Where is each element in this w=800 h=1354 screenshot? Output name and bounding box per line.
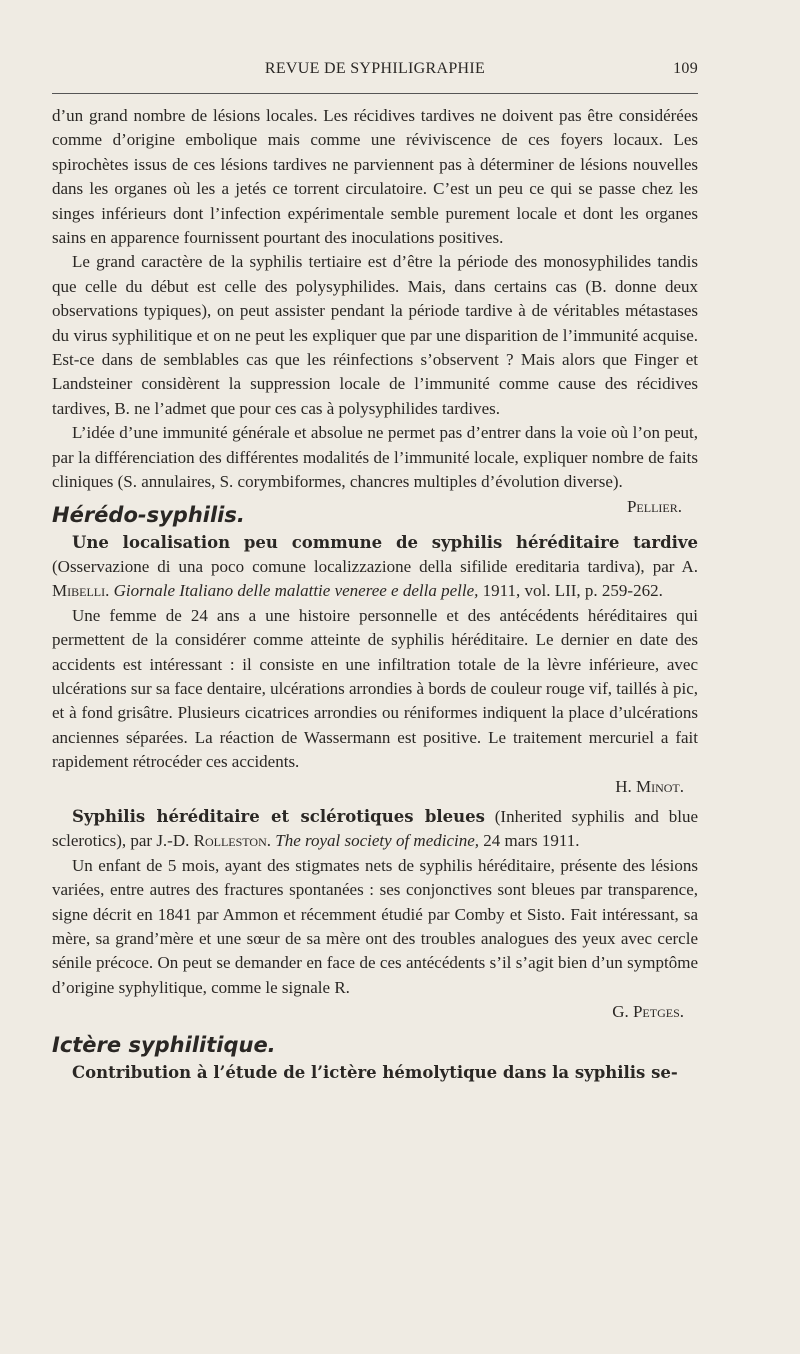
section-heading-heredo-syphilis: Hérédo-syphilis. xyxy=(52,502,245,527)
journal-title: REVUE DE SYPHILIGRAPHIE xyxy=(264,60,486,77)
article-reference xyxy=(52,531,698,604)
article-text: Une femme de 24 ans a une histoire personnelle et des antécédents héréditaires qui permettent de la considérer comme atteinte de syphilis héréditaire. Le dernier en date des accidents est intéressant : il consiste en une infiltration totale de la lèvre inférieure, avec ulcérations sur sa face dentaire, ulcérations arrondies à bords de couleur rouge vif, taillés à pic, et à fond grisâtre. Plusieurs cicatrices arrondies ou réniformes indiquent la place d’ulcérations anciennes séparées. La réaction de Wassermann est positive. Le traitement mercuriel a fait rapidement rétrocéder ces accidents. xyxy=(52,605,698,772)
paragraph: Le grand caractère de la syphilis tertiaire est d’être la période des monosyphilides tandis que celle du début est celle des polysyphilides. Mais, dans certains cas (B. donne deux observations typiques), on peut assister pendant la période tardive à de véritables métastases du virus syphilitique et on ne peut les expliquer que par une disparition de l’immunité acquise. Est-ce dans de semblables cas que les réinfections s’observent ? Mais alors que Finger et Landsteiner considèrent la suppression locale de l’immunité comme cause des récidives tardives, B. ne l’admet que pour ces cas à polysyphilides tardives. xyxy=(52,252,698,418)
article-ref-text: (Osservazione di una poco comune localizzazione della sifilide ereditaria tardiva), par A. xyxy=(52,556,698,576)
article-journal: The royal society of medicine, xyxy=(275,831,480,851)
article-journal: Giornale Italiano delle malattie veneree e della pelle, xyxy=(113,581,479,601)
article-reference xyxy=(52,805,698,854)
signature-minot xyxy=(52,775,698,799)
article-author: Rolleston. xyxy=(193,831,271,851)
paragraph-continued: d’un grand nombre de lésions locales. Les récidives tardives ne doivent pas être considérées comme d’origine embolique mais comme une réviviscence de ces foyers locaux. Les spirochètes issus de ces lésions tardives ne parviennent pas à déterminer de lésions nouvelles dans les organes où les a jetés ce torrent circulatoire. C’est un peu ce qui se passe chez les singes inférieurs dont l’infection expérimentale semble purement locale et dont les organes sains en apparence fournissent pourtant des inoculations positives. xyxy=(52,106,698,248)
page-body xyxy=(52,104,698,1085)
article-reference xyxy=(52,1061,698,1085)
article-ref-details: 1911, vol. LII, p. 259-262. xyxy=(482,581,663,601)
signature-pellier: Pellier. xyxy=(626,496,682,516)
paragraph-text: L’idée d’une immunité générale et absolue ne permet pas d’entrer dans la voie où l’on peut, par la différenciation des différentes modalités de l’immunité locale, expliquer nombre de faits cliniques (S. annulaires, S. corymbiformes, chancres multiples d’évolution diverse). xyxy=(52,423,698,492)
article-title: Une localisation peu commune de syphilis héréditaire tardive xyxy=(72,532,698,552)
header-rule xyxy=(52,93,698,94)
signature-text: G. Petges. xyxy=(612,1002,684,1022)
signature-text: H. Minot. xyxy=(615,776,684,796)
signature-petges xyxy=(52,1000,698,1024)
article-ref-text: (Inherited syphilis and blue sclerotics), par J.-D. xyxy=(52,806,698,851)
article-ref-details: 24 mars 1911. xyxy=(483,831,580,851)
article-title: Contribution à l’étude de l’ictère hémolytique dans la syphilis se- xyxy=(72,1062,678,1082)
page-number: 109 xyxy=(673,60,698,77)
article-text: Un enfant de 5 mois, ayant des stigmates nets de syphilis héréditaire, présente des lésions variées, entre autres des fractures spontanées : ses conjonctives sont bleues par transparence, signe décrit en 1841 par Ammon et récemment étudié par Comby et Sisto. Fait intéressant, sa mère, sa grand’mère et une sœur de sa mère ont des troubles analogues des yeux avec cercle sénile précoce. On peut se demander en face de ces antécédents s’il s’agit bien d’un symptôme d’origine syphylitique, comme le signale R. xyxy=(52,855,698,997)
section-heading-ictere: Ictère syphilitique. xyxy=(52,1032,276,1057)
running-head xyxy=(52,60,698,82)
article-title: Syphilis héréditaire et sclérotiques bleues xyxy=(72,806,485,826)
article-author: Mibelli. xyxy=(52,581,110,601)
